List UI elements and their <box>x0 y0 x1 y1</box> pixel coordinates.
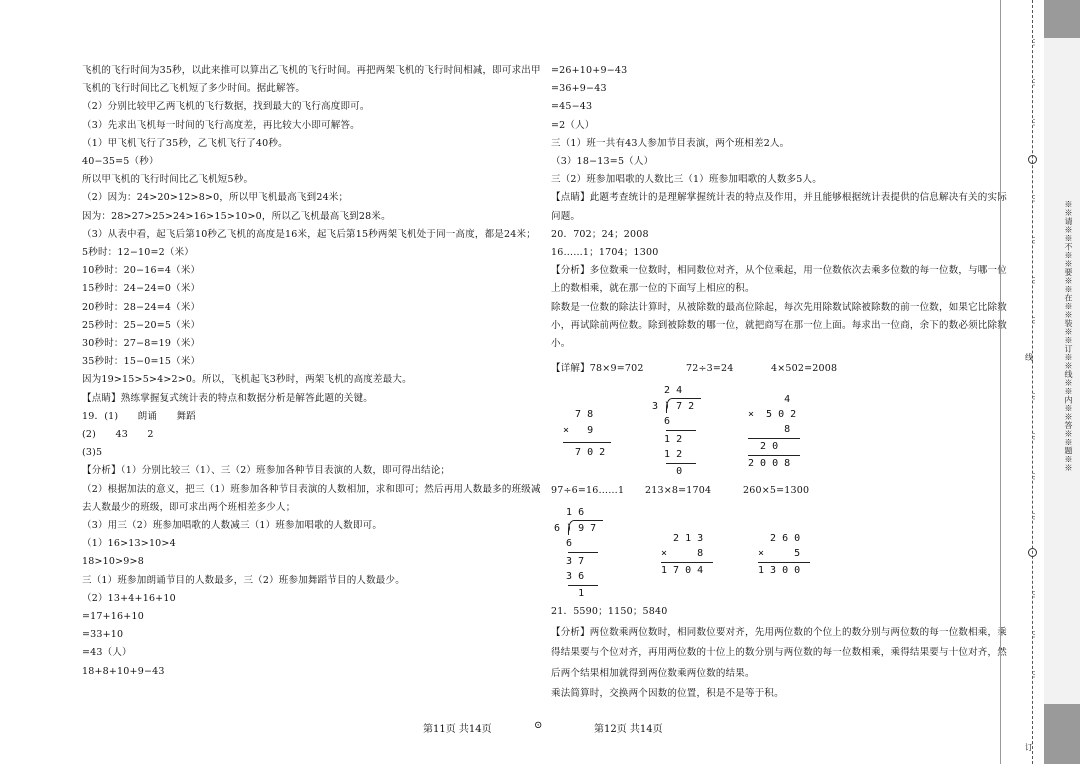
dot-icon: ⋮ <box>1030 590 1038 599</box>
dot-icon: ⋮ <box>1030 432 1038 441</box>
text-line: 后两个结果相加就得到两位数乘两位数的结果。 <box>551 667 755 679</box>
calc-row: 8 <box>748 424 791 435</box>
text-line: 小，再试除前两位数。除到被除数的哪一位，就把商写在那一位上面。每求出一位商，余下的数必须比除数 <box>551 319 1007 331</box>
calc-row: 2 6 0 <box>758 533 801 544</box>
text-line: 问题。 <box>551 210 581 222</box>
dot-icon: ⋮ <box>1030 118 1038 127</box>
text-line: (3)5 <box>82 447 103 459</box>
text-line: 因为：28>27>25>24>16>15>10>0，所以乙飞机最高飞到28米。 <box>82 210 391 222</box>
text-line: 三（1）班参加朗诵节目的人数最多，三（2）班参加舞蹈节目的人数最少。 <box>82 574 405 586</box>
binding-mark-line: 线 <box>1025 353 1033 362</box>
calc-row: 7 0 2 <box>563 447 606 458</box>
text-line: （3）先求出飞机每一时间的飞行高度差，再比较大小即可解答。 <box>82 119 360 131</box>
text-line: （3）用三（2）班参加唱歌的人数减三（1）班参加唱歌的人数即可。 <box>82 520 383 531</box>
dot-icon: ⋮ <box>1030 670 1038 679</box>
calc-row: 6 <box>554 538 573 549</box>
text-line: 【分析】两位数乘两位数时，相同数位要对齐，先用两位数的个位上的数分别与两位数的每一位数相乘，乘 <box>551 626 1007 638</box>
text-line: 5秒时：12−10=2（米） <box>82 247 194 258</box>
text-line: 16……1；1704；1300 <box>551 247 659 258</box>
calc-row: 4 <box>748 394 791 405</box>
text-line: （2）分别比较甲乙两飞机的飞行数据，找到最大的飞行高度即可。 <box>82 101 370 113</box>
dot-icon: ⋮ <box>1030 392 1038 401</box>
calc-rule <box>666 463 696 464</box>
text-line: 乘法简算时，交换两个因数的位置，积是不是等于积。 <box>551 688 784 699</box>
calc-rule <box>758 562 810 563</box>
text-line: （2）因为：24>20>12>8>0，所以甲飞机最高飞到24米； <box>82 192 349 204</box>
calc-row: × 5 0 2 <box>748 409 797 420</box>
calc-row: × 8 <box>661 548 704 559</box>
text-line: （3）从表中看，起飞后第10秒乙飞机的高度是16米，起飞后第15秒两架飞机处于同一高度，都是24米； <box>82 228 536 240</box>
detail-label: 【详解】78×9=702 <box>551 363 644 374</box>
calc-row: 6 ) 9 7 <box>554 523 597 534</box>
dot-icon: ⋮ <box>1030 316 1038 325</box>
text-line: 因为19>15>5>4>2>0。所以，飞机起飞3秒时，两架飞机的高度差最大。 <box>82 374 412 386</box>
text-line: （1）甲飞机飞行了35秒，乙飞机飞行了40秒。 <box>82 137 288 149</box>
calc-rule <box>661 562 713 563</box>
calc-row: 3 6 <box>554 571 585 582</box>
text-line: 所以甲飞机的飞行时间比乙飞机短5秒。 <box>82 174 254 186</box>
calc-row: 1 2 <box>652 434 683 445</box>
text-line: 10秒时：20−16=4（米） <box>82 265 201 277</box>
text-line: 21．5590；1150；5840 <box>551 606 668 617</box>
text-line: 20秒时：28−24=4（米） <box>82 301 201 313</box>
calc-rule <box>563 442 611 443</box>
dot-icon: ⋮ <box>1030 276 1038 285</box>
text-line: 【点睛】熟练掌握复式统计表的特点和数据分析是解答此题的关键。 <box>82 392 374 404</box>
binding-hole-icon <box>1028 548 1037 557</box>
text-line: （2）13+4+16+10 <box>82 592 176 604</box>
text-line: =33+10 <box>82 629 124 641</box>
dot-icon: ⋮ <box>1030 78 1038 87</box>
detail-mult-4-502: 4×502=2008 <box>771 363 838 374</box>
calc-row: 3 7 <box>554 556 585 567</box>
detail-mult-260-5: 260×5=1300 <box>743 485 810 496</box>
detail-division-97-6: 97÷6=16……1 <box>551 485 625 496</box>
text-line: 40−35=5（秒） <box>82 156 159 167</box>
calc-row: 2 0 0 8 <box>748 458 791 469</box>
text-line: =26+10+9−43 <box>551 65 628 76</box>
calc-row: 7 8 <box>563 409 594 420</box>
calc-row: 6 <box>652 416 671 427</box>
text-line: 18+8+10+9−43 <box>82 665 165 677</box>
text-line: =45−43 <box>551 101 593 113</box>
binding-hole-icon <box>1028 155 1037 164</box>
binding-mark-ding: 订 <box>1025 743 1033 752</box>
text-line: 19．(1) 朗诵 舞蹈 <box>82 410 196 422</box>
calc-rule <box>568 552 598 553</box>
text-line: 飞机的飞行时间比乙飞机短了多少时间。据此解答。 <box>82 83 306 95</box>
dot-icon: ⋮ <box>1030 194 1038 203</box>
calc-row: 1 3 0 0 <box>758 565 801 576</box>
text-line: 得结果要与个位对齐，再用两位数的十位上的数分别与两位数的每一位数相乘，乘得结果要与十位对齐，然 <box>551 647 1007 658</box>
text-line: 三（1）班一共有43人参加节目表演，两个班相差2人。 <box>551 137 790 149</box>
detail-mult-213-8: 213×8=1704 <box>645 485 712 496</box>
calc-row: 1 2 <box>652 449 683 460</box>
text-line: =43（人） <box>82 647 132 659</box>
text-line: 去人数最少的班级，即可求出两个班相差多少人； <box>82 501 296 513</box>
text-line: 【点睛】此题考查统计的是理解掌握统计表的特点及作用，并且能够根据统计表提供的信息解决有关的实际 <box>551 192 1007 204</box>
page-number-right: 第12页 共14页 <box>594 724 663 735</box>
calc-rule <box>666 430 696 431</box>
calc-row: 0 <box>652 466 683 477</box>
calc-row: × 5 <box>758 548 801 559</box>
text-line: 25秒时：25−20=5（米） <box>82 319 201 331</box>
text-line: （3）18−13=5（人） <box>551 156 654 167</box>
page-number-left: 第11页 共14页 <box>423 724 492 735</box>
text-line: 20．702；24；2008 <box>551 228 649 240</box>
text-line: 上的数相乘，就在那一位的下面写上相应的积。 <box>551 283 755 295</box>
binding-margin <box>1020 0 1080 764</box>
dot-icon: ⋮ <box>1030 630 1038 639</box>
calc-row: 2 0 <box>748 441 779 452</box>
footer-center-mark: ⊙ <box>534 720 543 731</box>
text-line: 三（2）班参加唱歌的人数比三（1）班参加唱歌的人数多5人。 <box>551 174 822 186</box>
dot-icon: ⋮ <box>1030 38 1038 47</box>
dot-icon: ⋮ <box>1030 472 1038 481</box>
text-line: =36+9−43 <box>551 83 607 95</box>
text-line: 18>10>9>8 <box>82 556 144 568</box>
detail-division-72-3: 72÷3=24 <box>686 363 734 374</box>
calc-row: 2 4 <box>652 385 683 396</box>
binding-gray-bottom <box>1044 704 1080 764</box>
text-line: （1）16>13>10>4 <box>82 538 176 550</box>
text-line: =17+16+10 <box>82 611 144 622</box>
text-line: 【分析】多位数乘一位数时，相同数位对齐，从个位乘起，用一位数依次去乘多位数的每一位数，与哪一位 <box>551 265 1007 277</box>
binding-cut-line <box>1032 0 1033 764</box>
text-line: 15秒时：24−24=0（米） <box>82 283 201 295</box>
calc-row: × 9 <box>563 425 594 436</box>
calc-row: 1 6 <box>554 507 585 518</box>
text-line: 飞机的飞行时间为35秒，以此来推可以算出乙飞机的飞行时间。再把两架飞机的飞行时间相减，即可求出甲 <box>82 65 541 76</box>
text-line: （2）根据加法的意义，把三（1）班参加各种节目表演的人数相加，求和即可；然后再用人数最多的班级减 <box>82 483 541 495</box>
page-border-line <box>1000 0 1001 764</box>
calc-rule <box>748 438 800 439</box>
text-line: (2) 43 2 <box>82 429 154 440</box>
calc-rule <box>748 455 800 456</box>
text-line: 小。 <box>551 338 571 349</box>
dot-icon: ⋮ <box>1030 512 1038 521</box>
calc-row: 2 1 3 <box>661 533 704 544</box>
text-line: 30秒时：27−8=19（米） <box>82 338 201 349</box>
binding-warning-text: ※※请※※不※※要※※在※※装※※订※※线※※内※※答※※题※※ <box>1064 200 1073 472</box>
text-line: 除数是一位数的除法计算时，从被除数的最高位除起，每次先用除数试除被除数的前一位数，如果它比除数 <box>551 301 1007 313</box>
calc-row: 3 ) 7 2 <box>652 401 695 412</box>
binding-gray-top <box>1044 0 1080 38</box>
calc-row: 1 <box>554 588 585 599</box>
text-line: 35秒时：15−0=15（米） <box>82 356 201 368</box>
calc-row: 1 7 0 4 <box>661 565 704 576</box>
calc-rule <box>568 585 598 586</box>
text-line: =2（人） <box>551 119 595 131</box>
dot-icon: ⋮ <box>1030 236 1038 245</box>
text-line: 【分析】（1）分别比较三（1）、三（2）班参加各种节目表演的人数，即可得出结论； <box>82 465 451 477</box>
